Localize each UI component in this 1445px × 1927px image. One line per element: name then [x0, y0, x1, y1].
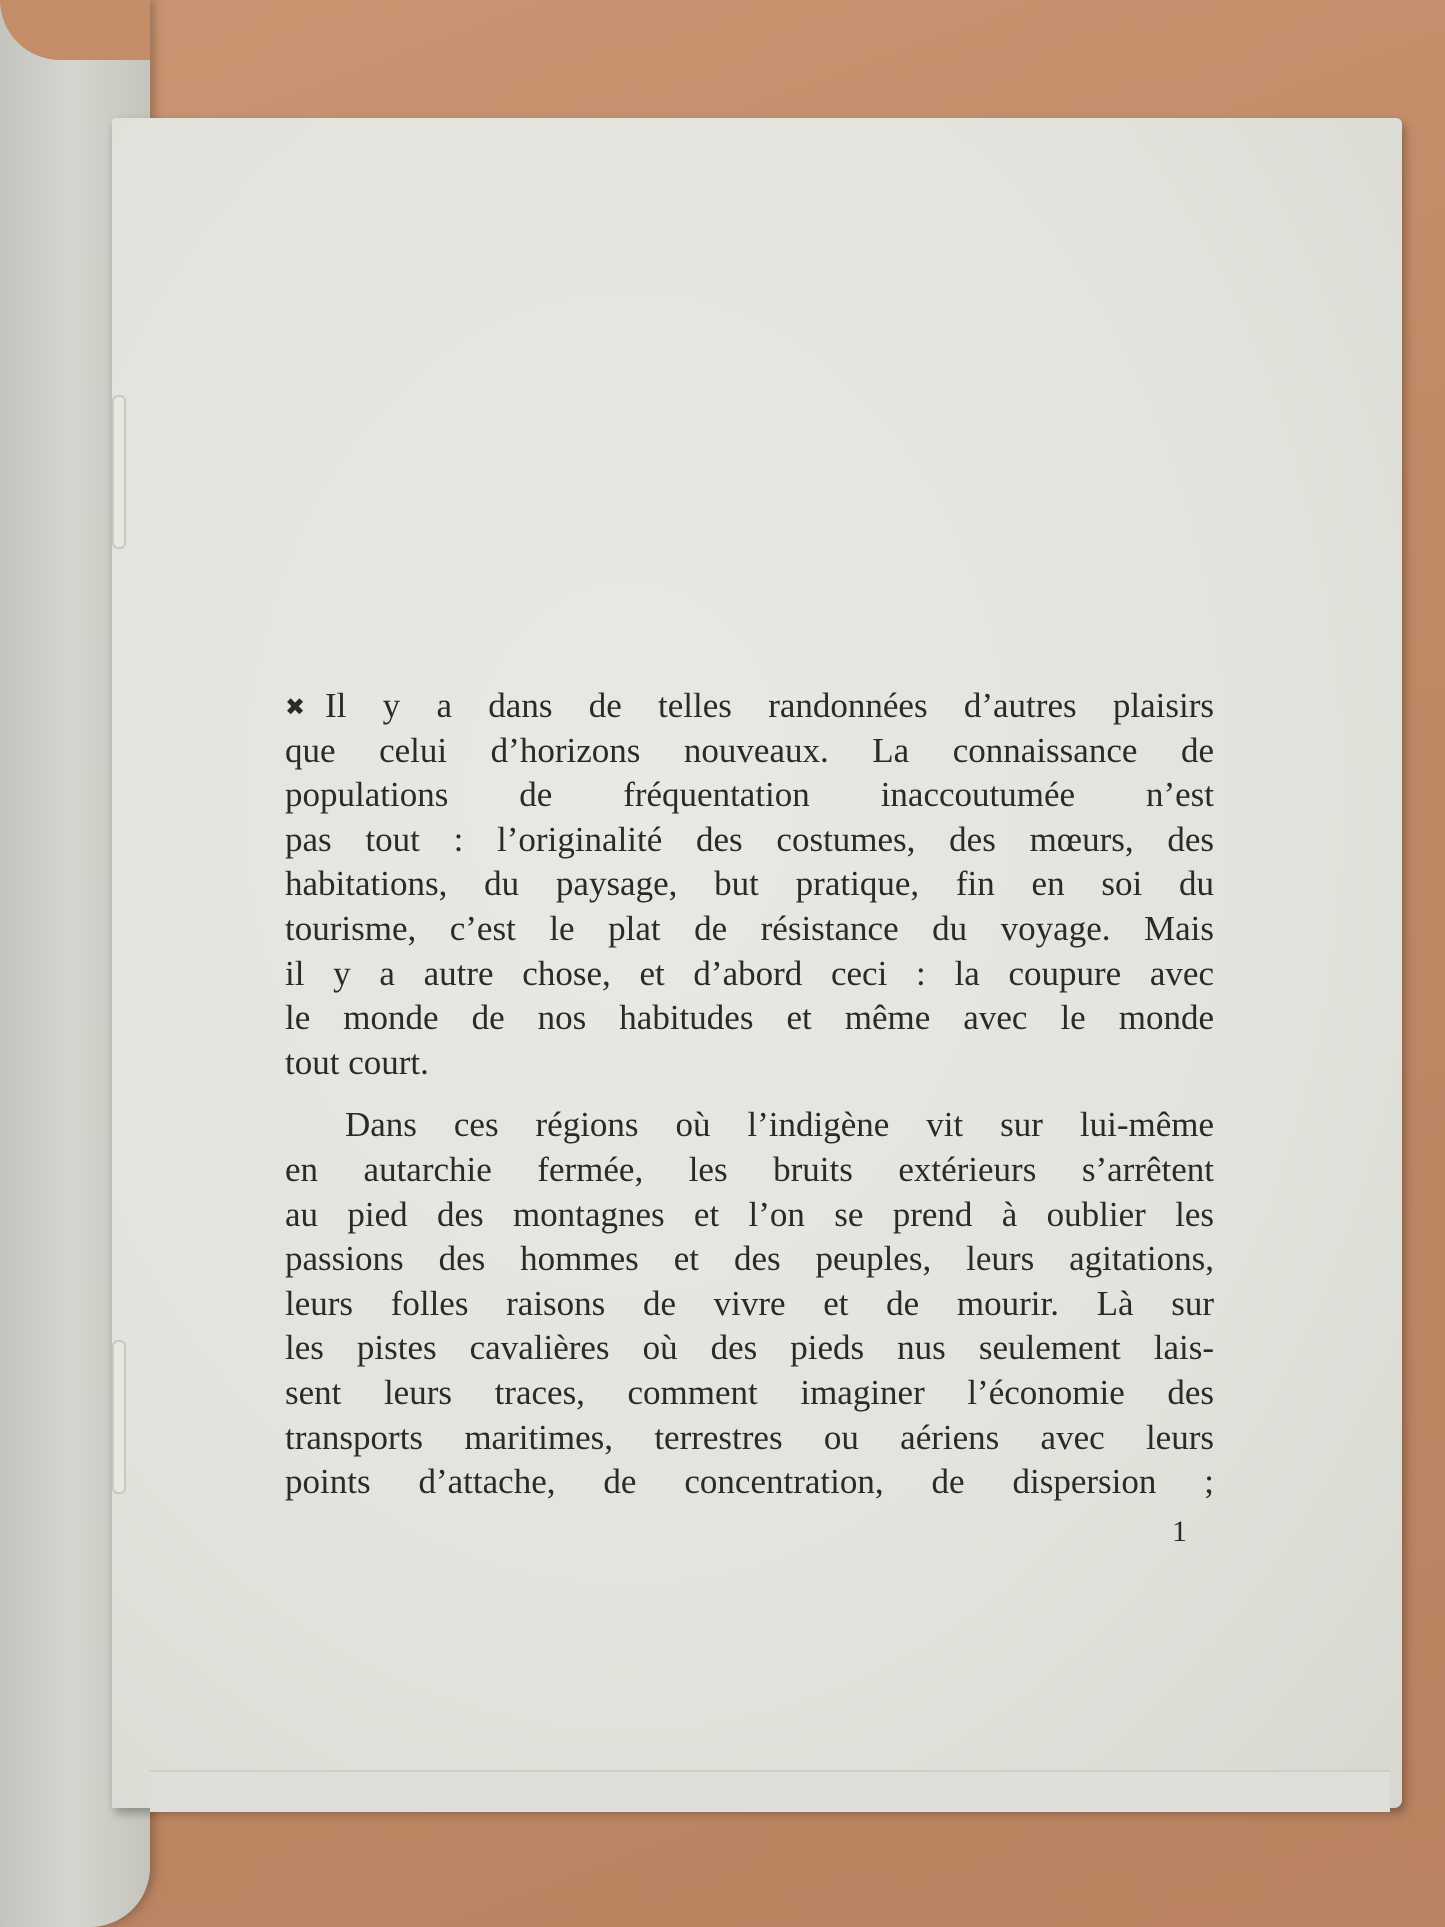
- text-line: les pistes cavalières où des pieds nus seulement lais-: [285, 1328, 1214, 1368]
- text-line: habitations, du paysage, but pratique, fin en soi du: [285, 864, 1214, 904]
- paragraph-1: [285, 684, 1214, 1085]
- text-line: que celui d’horizons nouveaux. La connaissance de: [285, 730, 1214, 770]
- ornament-icon: ✖: [285, 695, 306, 721]
- text-line: Dans ces régions où l’indigène vit sur lui-même: [345, 1105, 1214, 1145]
- text-line: tout court.: [285, 1042, 429, 1082]
- text-line: il y a autre chose, et d’abord ceci : la coupure avec: [285, 953, 1214, 993]
- binding-stitch: [112, 395, 126, 549]
- text-line: passions des hommes et des peuples, leurs agitations,: [285, 1239, 1214, 1279]
- text-line: points d’attache, de concentration, de dispersion ;: [285, 1462, 1214, 1502]
- page-number: 1: [1172, 1515, 1187, 1548]
- text-line: au pied des montagnes et l’on se prend à oublier les: [285, 1194, 1214, 1234]
- binding-stitch: [112, 1340, 126, 1494]
- paragraph-2: [285, 1103, 1214, 1504]
- text-line: pas tout : l’originalité des costumes, des mœurs, des: [285, 819, 1214, 859]
- text-line: le monde de nos habitudes et même avec le monde: [285, 998, 1214, 1038]
- body-text: [285, 684, 1214, 1505]
- text-line: tourisme, c’est le plat de résistance du voyage. Mais: [285, 908, 1214, 948]
- page-bottom-edge: [150, 1770, 1390, 1812]
- text-line: leurs folles raisons de vivre et de mourir. Là sur: [285, 1283, 1214, 1323]
- text-line: Il y a dans de telles randonnées d’autres plaisirs: [325, 686, 1214, 725]
- text-line: populations de fréquentation inaccoutumée n’est: [285, 775, 1214, 815]
- text-line: sent leurs traces, comment imaginer l’économie des: [285, 1372, 1214, 1412]
- text-line: transports maritimes, terrestres ou aériens avec leurs: [285, 1417, 1214, 1457]
- text-line: en autarchie fermée, les bruits extérieurs s’arrêtent: [285, 1149, 1214, 1189]
